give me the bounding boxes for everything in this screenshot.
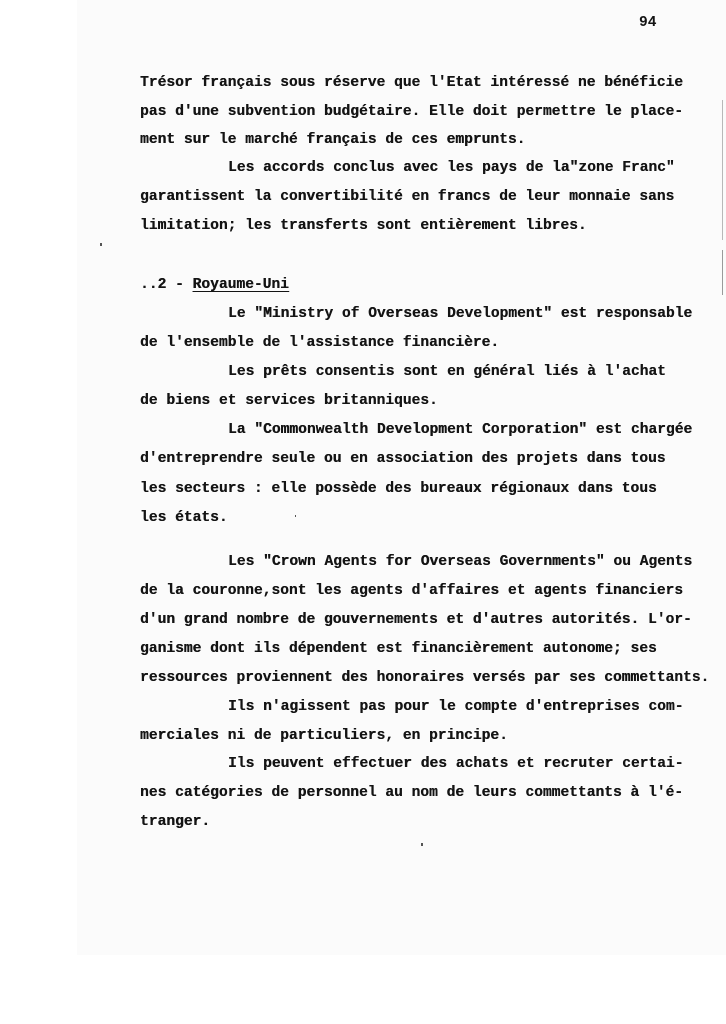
text-line: les états. bbox=[140, 510, 228, 526]
section-number: ..2 - bbox=[140, 277, 193, 293]
text-line: d'entreprendre seule ou en association des projets dans tous bbox=[140, 451, 666, 467]
text-line: Les "Crown Agents for Overseas Governments" ou Agents bbox=[228, 554, 693, 570]
text-line: de l'ensemble de l'assistance financière. bbox=[140, 335, 500, 351]
text-line: de biens et services britanniques. bbox=[140, 393, 438, 409]
text-line: Trésor français sous réserve que l'Etat intéressé ne bénéficie bbox=[140, 75, 683, 91]
text-line: garantissent la convertibilité en francs de leur monnaie sans bbox=[140, 189, 675, 205]
text-line: La "Commonwealth Development Corporation" est chargée bbox=[228, 422, 693, 438]
text-line: ment sur le marché français de ces emprunts. bbox=[140, 132, 526, 148]
text-line: de la couronne,sont les agents d'affaires et agents financiers bbox=[140, 583, 683, 599]
text-line: Le "Ministry of Overseas Development" est responsable bbox=[228, 306, 693, 322]
text-line: les secteurs : elle possède des bureaux régionaux dans tous bbox=[140, 481, 657, 497]
section-title: Royaume-Uni bbox=[192, 277, 289, 293]
text-line: pas d'une subvention budgétaire. Elle doit permettre le place- bbox=[140, 104, 683, 120]
text-line: Les prêts consentis sont en général liés à l'achat bbox=[228, 364, 666, 380]
text-line: d'un grand nombre de gouvernements et d'autres autorités. L'or- bbox=[140, 612, 692, 628]
text-line: Ils n'agissent pas pour le compte d'entreprises com- bbox=[228, 699, 684, 715]
scan-speck bbox=[100, 243, 102, 246]
text-line: Ils peuvent effectuer des achats et recruter certai- bbox=[228, 756, 684, 772]
text-line: tranger. bbox=[140, 814, 211, 830]
text-line: ganisme dont ils dépendent est financièrement autonome; ses bbox=[140, 641, 657, 657]
text-line: limitation; les transferts sont entièrement libres. bbox=[140, 218, 587, 234]
text-line: nes catégories de personnel au nom de leurs commettants à l'é- bbox=[140, 785, 683, 801]
section-heading bbox=[140, 276, 289, 294]
text-line: ressources proviennent des honoraires versés par ses commettants. bbox=[140, 670, 710, 686]
scan-edge-line bbox=[722, 250, 723, 295]
scan-edge-line bbox=[722, 100, 723, 240]
scan-speck bbox=[295, 515, 296, 517]
page-number: 94 bbox=[639, 15, 657, 31]
scan-speck bbox=[421, 843, 423, 846]
text-line: merciales ni de particuliers, en principe. bbox=[140, 728, 508, 744]
text-line: Les accords conclus avec les pays de la"zone Franc" bbox=[228, 160, 675, 176]
